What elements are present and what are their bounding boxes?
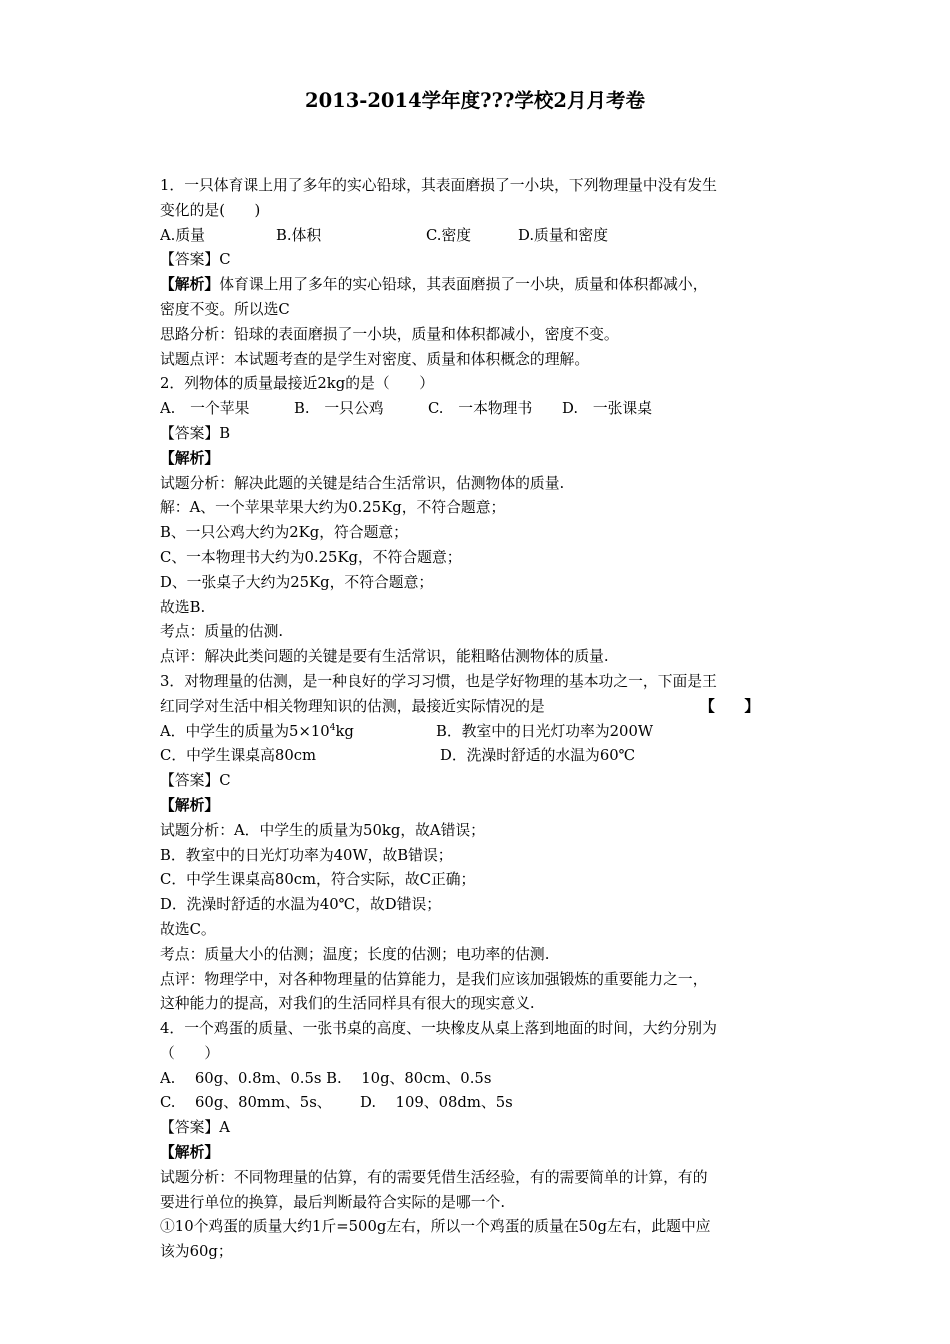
answer-label: 【答案】 [160, 772, 220, 790]
document-title: 2013-2014学年度???学校2月月考卷 [305, 89, 645, 112]
q4-analysis-line: 试题分析：不同物理量的估算，有的需要凭借生活经验，有的需要简单的计算，有的 [160, 1168, 708, 1186]
q2-analysis-label: 【解析】 [160, 449, 220, 467]
q1-analysis-line-2: 密度不变。所以选C [160, 300, 290, 318]
q3-option-a-exponent: 4 [329, 722, 336, 733]
q3-options-cd [160, 744, 800, 769]
q1-answer [160, 248, 800, 273]
q2-analysis-line: B、一只公鸡大约为2Kg，符合题意； [160, 524, 408, 542]
q4-analysis-line: ①10个鸡蛋的质量大约1斤=500g左右，所以一个鸡蛋的质量在50g左右，此题中应 [160, 1218, 711, 1236]
q3-option-d: D．洗澡时舒适的水温为60℃ [440, 747, 636, 765]
q2-analysis-line: 解：A、一个苹果苹果大约为0.25Kg，不符合题意； [160, 499, 506, 517]
q3-analysis-line: C．中学生课桌高80cm，符合实际，故C正确； [160, 871, 476, 889]
q3-option-b: B．教室中的日光灯功率为200W [436, 722, 654, 740]
q2-options [160, 397, 800, 422]
q4-answer [160, 1116, 800, 1141]
answer-label: 【答案】 [160, 1119, 220, 1137]
q3-analysis-line: 试题分析：A．中学生的质量为50kg，故A错误； [160, 821, 485, 839]
q4-option-d: D. 109、08dm、5s [360, 1094, 513, 1112]
q4-analysis-label: 【解析】 [160, 1144, 220, 1162]
analysis-label: 【解析】 [160, 276, 220, 294]
q1-option-d: D.质量和密度 [518, 226, 609, 244]
q1-idea: 思路分析：铅球的表面磨损了一小块，质量和体积都减小，密度不变。 [160, 325, 619, 343]
q3-answer-bracket: 【 】 [700, 697, 760, 715]
q3-analysis-line: 点评：物理学中，对各种物理量的估算能力，是我们应该加强锻炼的重要能力之一， [160, 970, 708, 988]
answer-label: 【答案】 [160, 251, 220, 269]
q2-analysis-line: 试题分析：解决此题的关键是结合生活常识，估测物体的质量. [160, 474, 565, 492]
q2-stem: 2．列物体的质量最接近2kg的是（ ） [160, 375, 435, 393]
q2-option-c: C. 一本物理书 [428, 400, 533, 418]
q1-analysis-line-1 [160, 273, 800, 298]
q3-analysis-line: 这种能力的提高，对我们的生活同样具有很大的现实意义. [160, 995, 535, 1013]
q4-options-ab: A. 60g、0.8m、0.5s B. 10g、80cm、0.5s [160, 1069, 492, 1087]
q3-analysis-line: D．洗澡时舒适的水温为40℃，故D错误； [160, 896, 442, 914]
q4-analysis-line: 该为60g； [160, 1243, 233, 1261]
q1-option-b: B.体积 [276, 226, 322, 244]
q3-analysis-line: 考点：质量大小的估测；温度；长度的估测；电功率的估测. [160, 945, 550, 963]
q2-analysis-line: D、一张桌子大约为25Kg，不符合题意； [160, 573, 434, 591]
q1-option-a: A.质量 [160, 226, 205, 244]
q1-stem-line-1: 1．一只体育课上用了多年的实心铅球，其表面磨损了一小块，下列物理量中没有发生 [160, 177, 717, 194]
q2-analysis-line: 故选B. [160, 598, 206, 616]
q2-option-a: A. 一个苹果 [160, 400, 250, 418]
q4-options-cd [160, 1091, 800, 1116]
q3-option-a-unit: kg [335, 722, 354, 740]
q1-option-c: C.密度 [426, 226, 472, 244]
q3-stem-line-2 [160, 695, 800, 720]
answer-value: B [219, 424, 231, 442]
q3-option-a-text: A．中学生的质量为5×10 [160, 722, 330, 740]
q4-option-c: C. 60g、80mm、5s、 [160, 1094, 332, 1112]
analysis-text: 体育课上用了多年的实心铅球，其表面磨损了一小块，质量和体积都减小， [219, 276, 708, 294]
q3-options-ab [160, 720, 800, 745]
q3-analysis-label: 【解析】 [160, 796, 220, 814]
q3-analysis-line: B．教室中的日光灯功率为40W，故B错误； [160, 846, 453, 864]
q1-stem-line-2: 变化的是( ) [160, 201, 261, 219]
q3-analysis-line: 故选C。 [160, 920, 216, 938]
answer-label: 【答案】 [160, 424, 220, 442]
answer-value: C [219, 772, 231, 790]
q3-option-a [160, 720, 436, 745]
q2-option-b: B. 一只公鸡 [294, 400, 384, 418]
q4-stem-line-1: 4．一个鸡蛋的质量、一张书桌的高度、一块橡皮从桌上落到地面的时间，大约分别为 [160, 1020, 717, 1038]
q2-answer [160, 422, 800, 447]
q4-stem-line-2: （ ） [160, 1044, 220, 1062]
q3-answer [160, 769, 800, 794]
answer-value: A [219, 1119, 230, 1137]
q2-option-d: D. 一张课桌 [562, 400, 653, 418]
q3-stem-line-1: 3．对物理量的估测，是一种良好的学习习惯，也是学好物理的基本功之一，下面是王 [160, 672, 717, 690]
answer-value: C [219, 251, 231, 269]
q1-options [160, 224, 800, 249]
q1-comment: 试题点评：本试题考查的是学生对密度、质量和体积概念的理解。 [160, 350, 590, 368]
q2-analysis-line: 考点：质量的估测. [160, 623, 284, 641]
q2-analysis-line: 点评：解决此类问题的关键是要有生活常识，能粗略估测物体的质量. [160, 648, 609, 666]
q3-option-c: C．中学生课桌高80cm [160, 747, 317, 765]
q4-analysis-line: 要进行单位的换算，最后判断最符合实际的是哪一个. [160, 1193, 506, 1211]
document-body [160, 174, 800, 1265]
q2-analysis-line: C、一本物理书大约为0.25Kg，不符合题意； [160, 548, 462, 566]
q3-stem-text: 红同学对生活中相关物理知识的估测，最接近实际情况的是 [160, 697, 545, 715]
